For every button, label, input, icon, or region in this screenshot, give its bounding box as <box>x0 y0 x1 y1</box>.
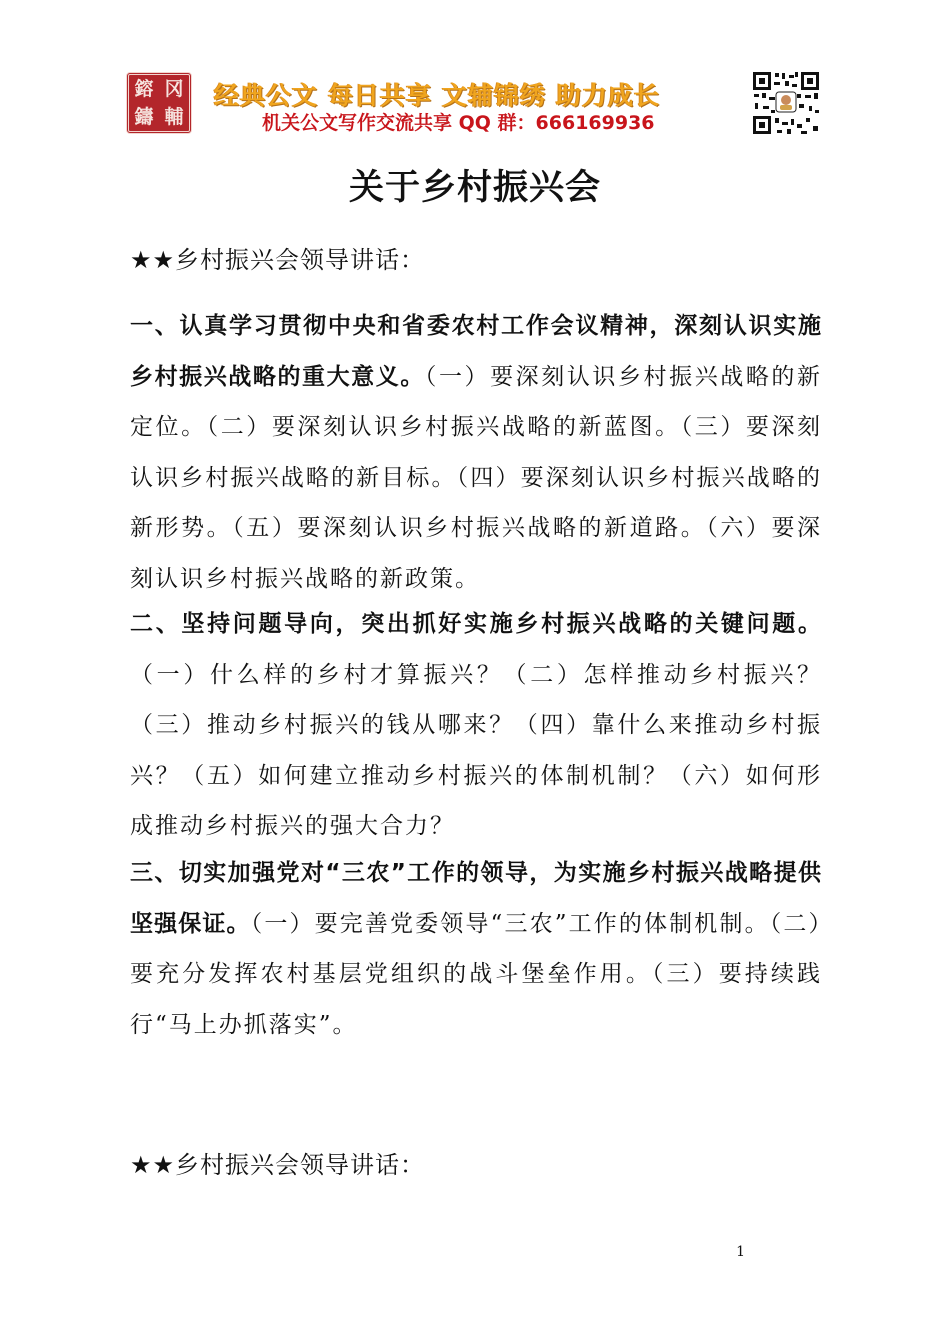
seal-char: 鎔 <box>134 77 154 100</box>
paragraph-body: （一）什么样的乡村才算振兴？（二）怎样推动乡村振兴？（三）推动乡村振兴的钱从哪来？（四）靠什么来推动乡村振兴？（五）如何建立推动乡村振兴的体制机制？（六）如何形成推动乡村振兴的强大合力？ <box>130 661 822 839</box>
qq-group-line: 机关公文写作交流共享 QQ 群：666169936 <box>262 112 655 134</box>
slogan-part: 助力成长 <box>556 81 661 110</box>
paragraph-body: （一）要深刻认识乡村振兴战略的新定位。（二）要深刻认识乡村振兴战略的新蓝图。（三）要深刻认识乡村振兴战略的新目标。（四）要深刻认识乡村振兴战略的新形势。（五）要深刻认识乡村振兴战略的新道路。（六）要深刻认识乡村振兴战略的新政策。 <box>130 363 823 592</box>
seal-logo <box>126 72 192 134</box>
slogan-part: 每日共享 <box>328 81 433 110</box>
slogan-part: 文辅锦绣 <box>442 81 547 110</box>
section-heading: ★★乡村振兴会领导讲话： <box>130 1151 426 1179</box>
paragraph-lead: 二、坚持问题导向，突出抓好实施乡村振兴战略的关键问题。 <box>130 611 822 637</box>
paragraph-body: （一）要完善党委领导“三农”工作的体制机制。（二）要充分发挥农村基层党组织的战斗堡垒作用。（三）要持续践行“马上办抓落实”。 <box>130 910 822 1038</box>
document-header <box>0 0 950 150</box>
paragraph-2 <box>130 599 822 852</box>
seal-char: 冈 <box>164 77 184 100</box>
paragraph-lead: 三、切实加强党对“三农”工作的领导，为实施乡村振兴战略提供坚强保证。 <box>130 860 822 937</box>
paragraph-1 <box>130 301 822 604</box>
qr-code-icon <box>751 70 821 136</box>
paragraph-3 <box>130 848 822 1050</box>
section-heading: ★★乡村振兴会领导讲话： <box>130 246 426 274</box>
seal-char: 輔 <box>164 105 184 128</box>
header-slogan <box>214 76 744 112</box>
slogan-part: 经典公文 <box>214 81 319 110</box>
paragraph-lead: 一、认真学习贯彻中央和省委农村工作会议精神，深刻认识实施乡村振兴战略的重大意义。 <box>130 313 822 390</box>
page-number: 1 <box>736 1244 745 1260</box>
document-title: 关于乡村振兴会 <box>348 167 601 208</box>
seal-char: 鑄 <box>134 105 154 128</box>
